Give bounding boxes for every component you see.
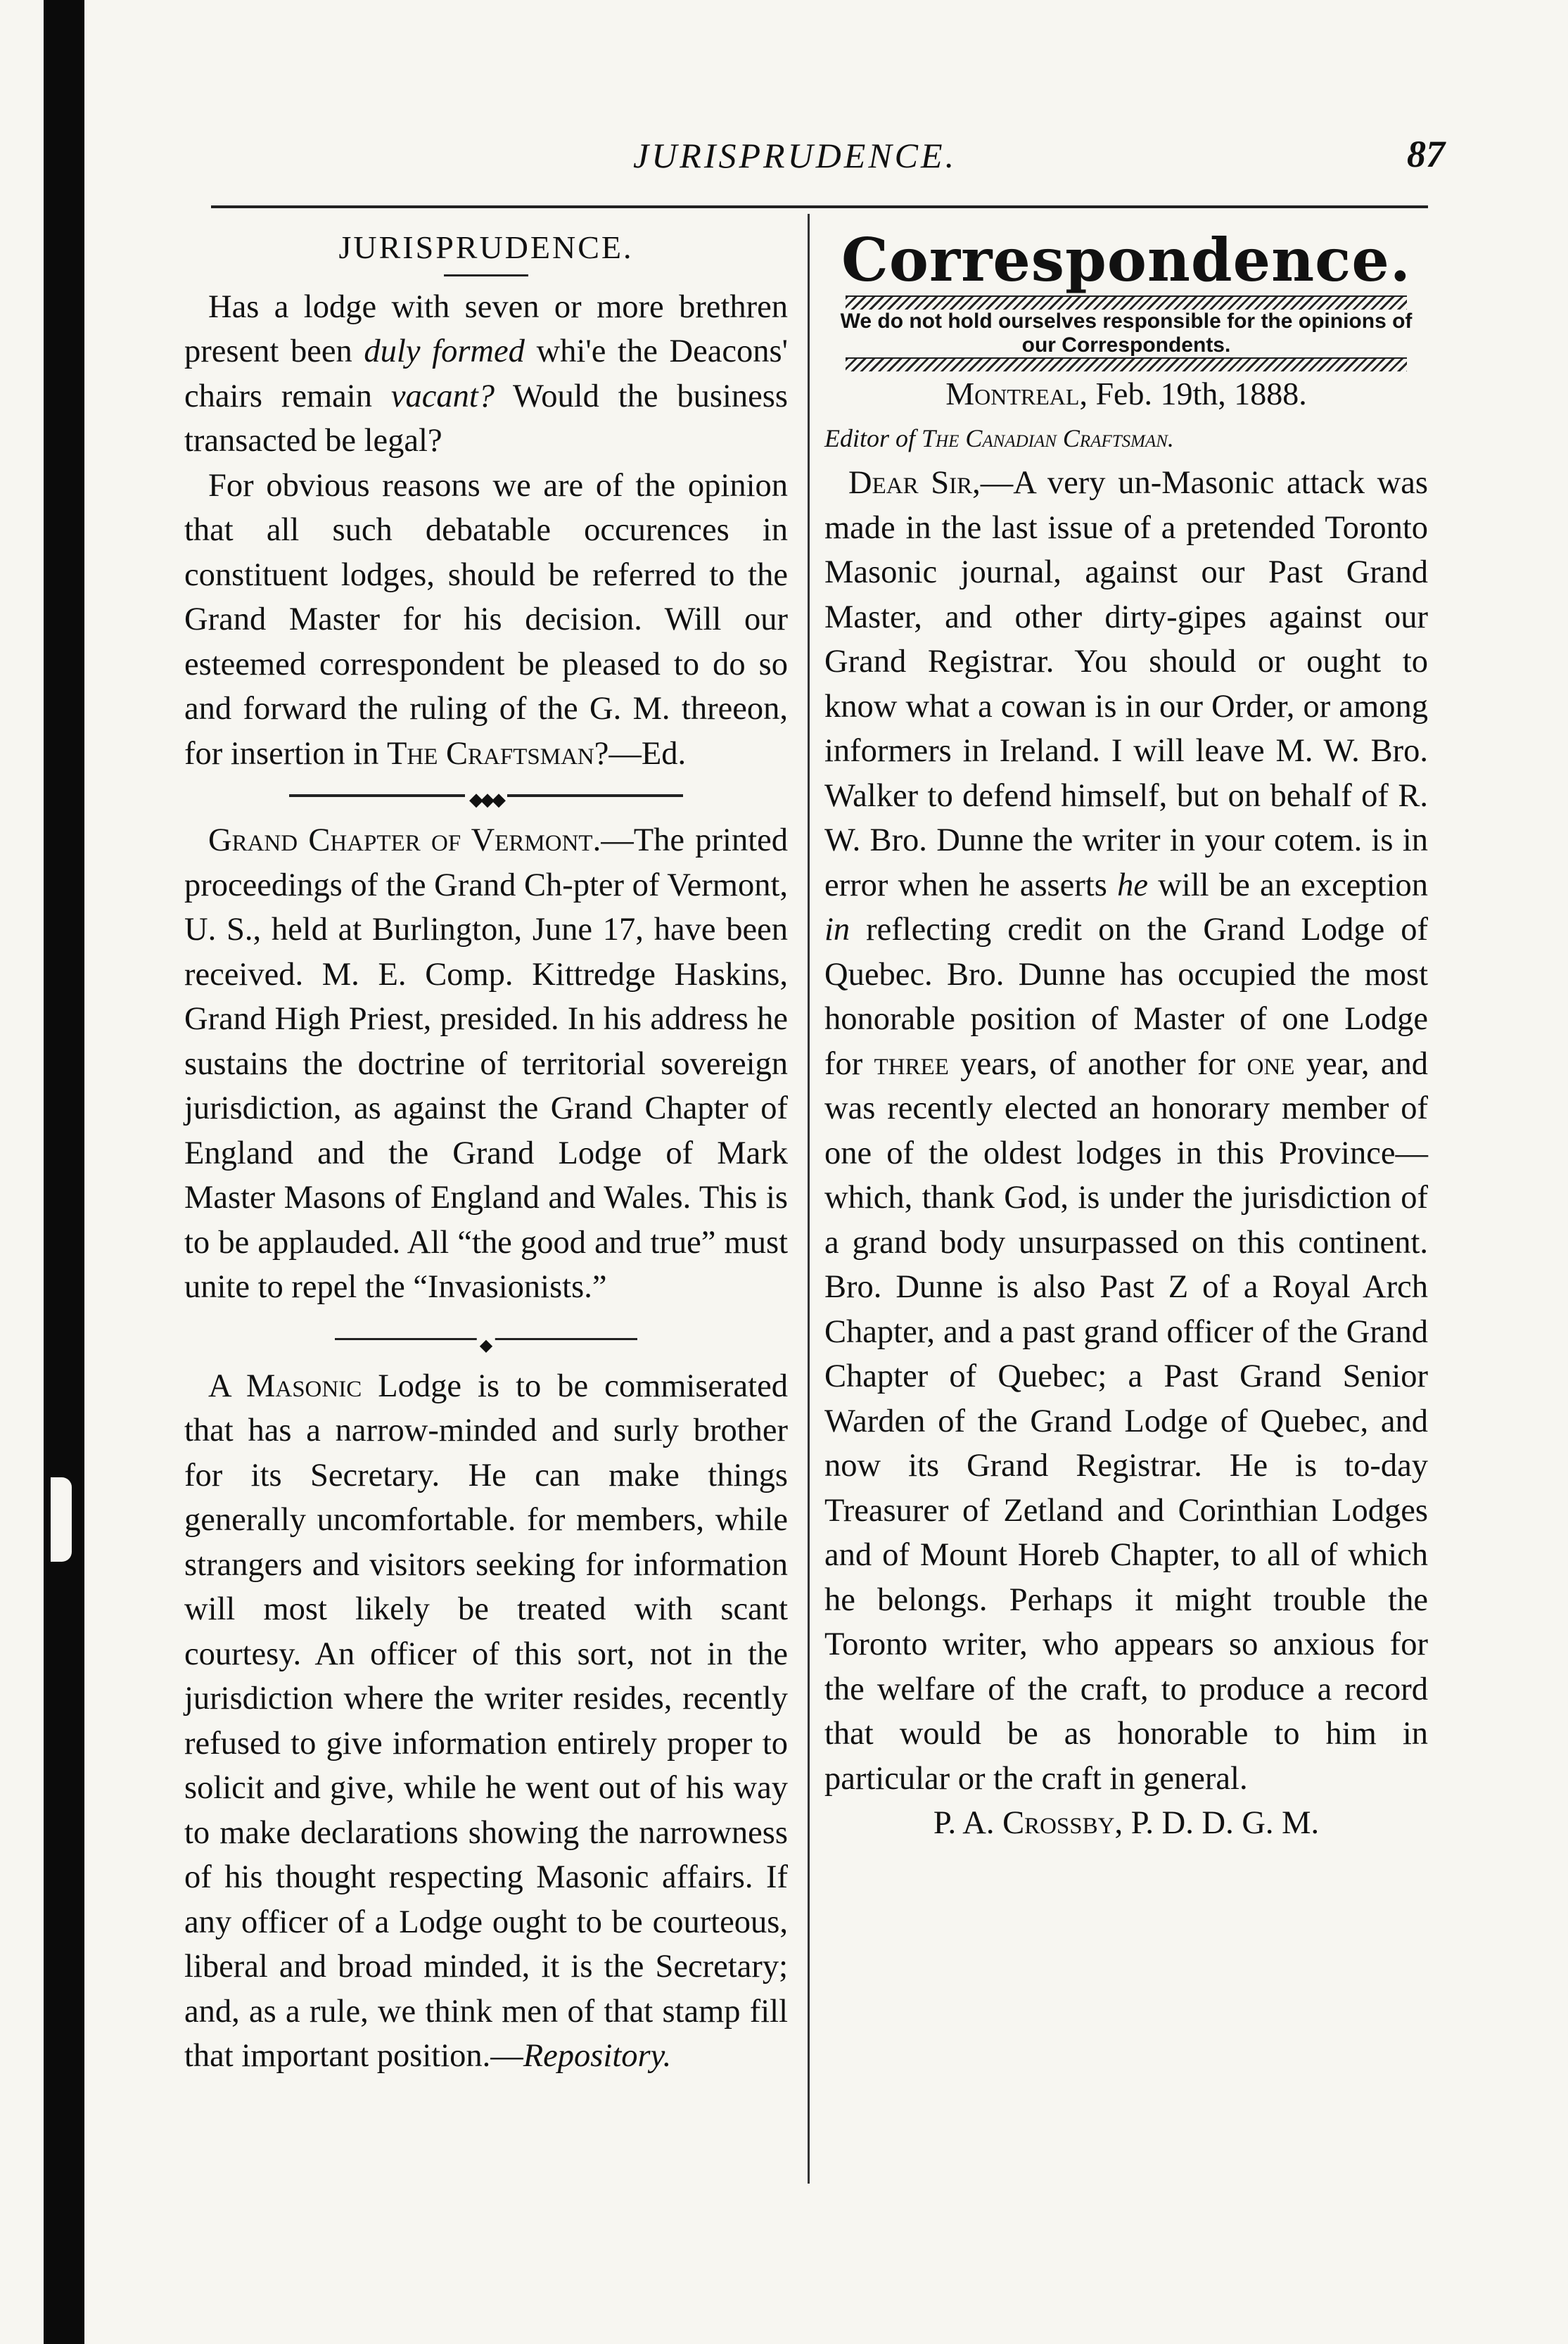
question-emphasis-vacant: vacant? [390, 378, 495, 414]
masonic-text: Lodge is to be commiserated that has a narrow-minded and surly brother for its Secretary. He can make things generally uncomfortable. for members, while strangers and visitors seeking for information will most likely be treated with scant courtesy. An officer of this sort, not in the jurisdiction where the writer resides, recently refused to give information entirely proper to solicit and give, while he went out of his way to make declarations showing the narrowness of his thought respecting Masonic affairs. If any officer of a Lodge ought to be courteous, liberal and broad minded, it is the Secretary; and, as a rule, we think men of that stamp fill that important position.— [184, 1368, 788, 2074]
column-divider [808, 214, 810, 2184]
ornament-divider [289, 794, 683, 797]
question-text-c: Would the business transacted be legal? [184, 378, 788, 459]
question-paragraph [184, 285, 788, 464]
letter-emphasis-in: in [824, 912, 850, 948]
running-head: JURISPRUDENCE. [633, 136, 957, 175]
vermont-text: —The printed proceedings of the Grand Ch-pter of Vermont, U. S., held at Burlington, June 17, have been received. M. E. Comp. Kittredge Haskins, Grand High Priest, presided. In his address he sustains the doctrine of territorial sovereign jurisdiction, as against the Grand Chapter of England and the Grand Lodge of Mark Master Masons of England and Wales. This is to be applauded. All “the good and true” must unite to repel the “Invasionists.” [184, 822, 788, 1305]
vermont-paragraph [184, 818, 788, 1310]
signature: P. A. Crossby, P. D. D. G. M. [933, 1805, 1320, 1841]
vermont-lead: Grand Chapter of Vermont. [208, 822, 601, 858]
left-column [184, 225, 788, 2079]
editor-publication: The Canadian Craftsman. [922, 423, 1174, 452]
editor-line [824, 416, 1428, 461]
letter-text-b: will be an exception [1147, 867, 1428, 903]
masonic-lead: A Masonic [208, 1368, 362, 1404]
letter-text-e: year, and was recently elected an honorary member of one of the oldest lodges in this Province—which, thank God, is under the jurisdiction of a grand body unsurpassed on this continent. Bro. Dunne is also Past Z of a Royal Arch Chapter, and a past grand officer of the Grand Chapter of Quebec; a Past Grand Senior Warden of the Grand Lodge of Quebec, and now its Grand Registrar. He is to-day Treasurer of Zetland and Corinthian Lodges and of Mount Horeb Chapter, to all of which he belongs. Perhaps it might trouble the Toronto writer, who appears so anxious for the welfare of the craft, to produce a record that would be as honorable to him in particular or the craft in general. [824, 1045, 1428, 1797]
jurisprudence-heading: JURISPRUDENCE. [338, 229, 634, 265]
short-divider [335, 1338, 637, 1340]
heading-rule [444, 274, 528, 276]
dateline-date: , Feb. 19th, 1888. [1079, 376, 1307, 412]
right-column [824, 225, 1428, 1846]
masonic-source: Repository. [523, 2038, 672, 2074]
scan-binding-edge [44, 0, 84, 2344]
answer-paragraph [184, 464, 788, 777]
wavy-rule-bottom [846, 357, 1407, 371]
editor-label: Editor of [824, 423, 922, 452]
letter-text-c: reflecting credit on the Grand Lodge of Quebec. Bro. Dunne has occupied the most honorable position of Master of one Lodge for [824, 912, 1428, 1082]
letter-three: three [874, 1045, 949, 1082]
question-emphasis: duly formed [364, 333, 525, 369]
correspondence-heading: Correspondence. [841, 225, 1412, 295]
letter-body [824, 461, 1428, 1801]
wavy-rule-top [846, 295, 1407, 310]
letter-emphasis-he: he [1117, 867, 1148, 903]
question-text-b: whi'e the Deacons' chairs remain [184, 333, 789, 414]
answer-craftsman: The Craftsman [387, 735, 594, 772]
answer-text-a: For obvious reasons we are of the opinion that all such debatable occurences in constituent lodges, should be referred to the Grand Master for his decision. Will our esteemed correspondent be pleased to do so and forward the ruling of the G. M. threeon, for insertion in [184, 467, 788, 772]
letter-text-a: ,—A very un-Masonic attack was made in the last issue of a pretended Toronto Masonic journal, against our Past Grand Master, and other dirty-gipes against our Grand Registrar. You should or ought to know what a cowan is in our Order, or among informers in Ireland. I will leave M. W. Bro. Walker to defend himself, but on behalf of R. W. Bro. Dunne the writer in your cotem. is in error when he asserts [824, 465, 1428, 903]
letter-one: one [1247, 1045, 1295, 1082]
answer-text-b: ?—Ed. [594, 735, 687, 772]
disclaimer: We do not hold ourselves responsible for the opinions of our Correspondents. [840, 310, 1413, 357]
dateline-city: Montreal [945, 376, 1080, 412]
letter-text-d: years, of another for [948, 1045, 1247, 1082]
question-text-a: Has a lodge with seven or more brethren present been [184, 288, 788, 369]
salutation: Dear Sir [848, 465, 973, 501]
header-rule [211, 205, 1428, 208]
page-number: 87 [1407, 133, 1445, 175]
masonic-lodge-paragraph [184, 1364, 788, 2079]
dateline [824, 371, 1428, 416]
